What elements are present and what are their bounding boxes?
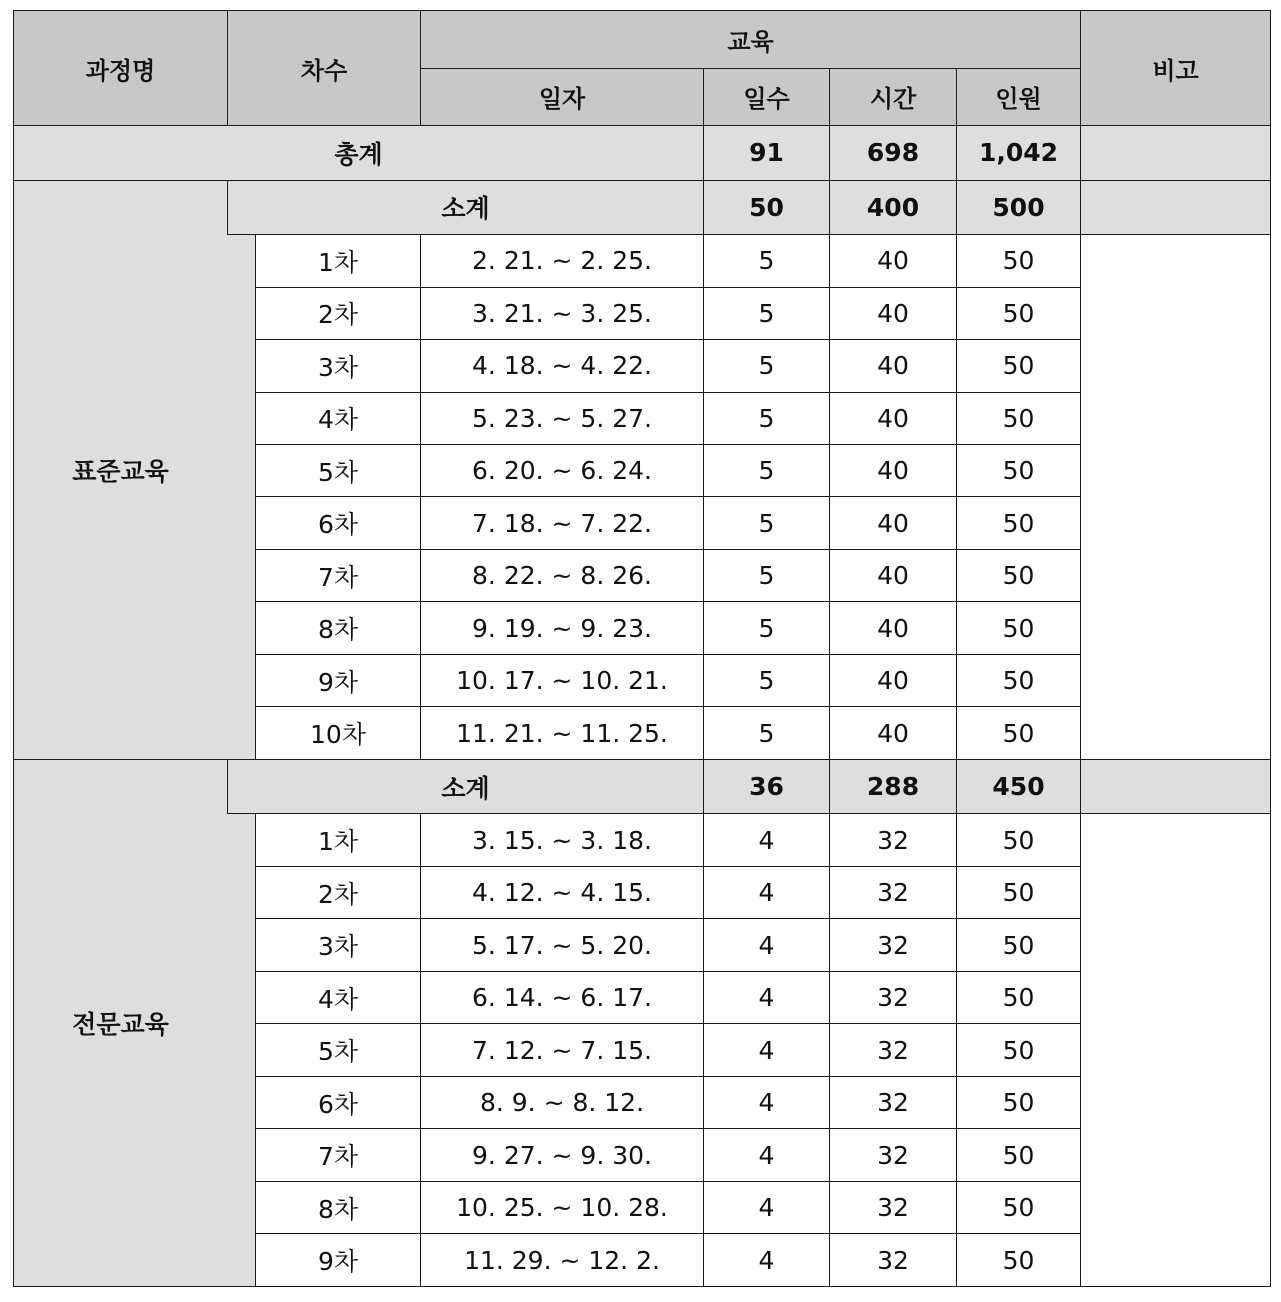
total-persons: 1,042 bbox=[957, 126, 1081, 181]
round-cell: 7차 bbox=[256, 1129, 421, 1181]
persons-cell: 50 bbox=[957, 549, 1081, 601]
header-round: 차수 bbox=[228, 11, 421, 126]
subtotal-row bbox=[14, 180, 1271, 235]
header-course: 과정명 bbox=[14, 11, 228, 126]
header-days: 일수 bbox=[704, 68, 830, 126]
persons-cell: 50 bbox=[957, 445, 1081, 497]
note-cell bbox=[1081, 235, 1271, 760]
date-cell: 7. 18. ~ 7. 22. bbox=[421, 497, 704, 549]
header-hours: 시간 bbox=[830, 68, 957, 126]
hours-cell: 40 bbox=[830, 340, 957, 392]
header-row-1 bbox=[14, 11, 1271, 69]
date-cell: 11. 29. ~ 12. 2. bbox=[421, 1234, 704, 1287]
persons-cell: 50 bbox=[957, 497, 1081, 549]
days-cell: 4 bbox=[704, 1024, 830, 1076]
date-cell: 4. 12. ~ 4. 15. bbox=[421, 866, 704, 918]
days-cell: 5 bbox=[704, 707, 830, 759]
hours-cell: 32 bbox=[830, 1076, 957, 1128]
round-cell: 4차 bbox=[256, 392, 421, 444]
date-cell: 10. 17. ~ 10. 21. bbox=[421, 654, 704, 706]
persons-cell: 50 bbox=[957, 866, 1081, 918]
total-hours: 698 bbox=[830, 126, 957, 181]
hours-cell: 40 bbox=[830, 287, 957, 339]
total-row bbox=[14, 126, 1271, 181]
days-cell: 5 bbox=[704, 549, 830, 601]
round-cell: 6차 bbox=[256, 1076, 421, 1128]
hours-cell: 32 bbox=[830, 1234, 957, 1287]
days-cell: 5 bbox=[704, 602, 830, 654]
date-cell: 2. 21. ~ 2. 25. bbox=[421, 235, 704, 287]
education-schedule-table-wrapper bbox=[13, 10, 1270, 1287]
total-label: 총계 bbox=[14, 126, 704, 181]
persons-cell: 50 bbox=[957, 654, 1081, 706]
hours-cell: 32 bbox=[830, 919, 957, 971]
date-cell: 11. 21. ~ 11. 25. bbox=[421, 707, 704, 759]
days-cell: 5 bbox=[704, 235, 830, 287]
note-cell bbox=[1081, 814, 1271, 1287]
persons-cell: 50 bbox=[957, 1024, 1081, 1076]
hours-cell: 40 bbox=[830, 497, 957, 549]
round-cell: 10차 bbox=[256, 707, 421, 759]
days-cell: 4 bbox=[704, 1234, 830, 1287]
date-cell: 6. 14. ~ 6. 17. bbox=[421, 971, 704, 1023]
round-cell: 3차 bbox=[256, 340, 421, 392]
subtotal-days: 36 bbox=[704, 759, 830, 814]
round-cell: 5차 bbox=[256, 445, 421, 497]
header-persons: 인원 bbox=[957, 68, 1081, 126]
hours-cell: 40 bbox=[830, 392, 957, 444]
persons-cell: 50 bbox=[957, 1076, 1081, 1128]
days-cell: 4 bbox=[704, 971, 830, 1023]
days-cell: 4 bbox=[704, 1076, 830, 1128]
days-cell: 4 bbox=[704, 866, 830, 918]
course-pad bbox=[228, 814, 256, 1287]
header-note: 비고 bbox=[1081, 11, 1271, 126]
days-cell: 5 bbox=[704, 445, 830, 497]
days-cell: 4 bbox=[704, 1129, 830, 1181]
persons-cell: 50 bbox=[957, 287, 1081, 339]
round-cell: 3차 bbox=[256, 919, 421, 971]
hours-cell: 32 bbox=[830, 971, 957, 1023]
round-cell: 8차 bbox=[256, 1181, 421, 1233]
hours-cell: 40 bbox=[830, 235, 957, 287]
subtotal-note bbox=[1081, 759, 1271, 814]
persons-cell: 50 bbox=[957, 235, 1081, 287]
round-cell: 9차 bbox=[256, 654, 421, 706]
persons-cell: 50 bbox=[957, 1181, 1081, 1233]
date-cell: 5. 17. ~ 5. 20. bbox=[421, 919, 704, 971]
header-date: 일자 bbox=[421, 68, 704, 126]
date-cell: 3. 15. ~ 3. 18. bbox=[421, 814, 704, 866]
hours-cell: 32 bbox=[830, 866, 957, 918]
hours-cell: 32 bbox=[830, 1129, 957, 1181]
date-cell: 8. 9. ~ 8. 12. bbox=[421, 1076, 704, 1128]
round-cell: 7차 bbox=[256, 549, 421, 601]
date-cell: 8. 22. ~ 8. 26. bbox=[421, 549, 704, 601]
hours-cell: 40 bbox=[830, 445, 957, 497]
subtotal-label: 소계 bbox=[228, 759, 704, 814]
persons-cell: 50 bbox=[957, 971, 1081, 1023]
days-cell: 4 bbox=[704, 814, 830, 866]
subtotal-label: 소계 bbox=[228, 180, 704, 235]
hours-cell: 40 bbox=[830, 602, 957, 654]
course-name: 전문교육 bbox=[14, 759, 228, 1286]
hours-cell: 40 bbox=[830, 707, 957, 759]
date-cell: 4. 18. ~ 4. 22. bbox=[421, 340, 704, 392]
subtotal-hours: 400 bbox=[830, 180, 957, 235]
persons-cell: 50 bbox=[957, 392, 1081, 444]
subtotal-note bbox=[1081, 180, 1271, 235]
days-cell: 5 bbox=[704, 340, 830, 392]
hours-cell: 40 bbox=[830, 654, 957, 706]
hours-cell: 32 bbox=[830, 1024, 957, 1076]
course-pad bbox=[228, 235, 256, 760]
days-cell: 5 bbox=[704, 654, 830, 706]
round-cell: 9차 bbox=[256, 1234, 421, 1287]
subtotal-persons: 500 bbox=[957, 180, 1081, 235]
date-cell: 9. 19. ~ 9. 23. bbox=[421, 602, 704, 654]
round-cell: 5차 bbox=[256, 1024, 421, 1076]
persons-cell: 50 bbox=[957, 814, 1081, 866]
hours-cell: 32 bbox=[830, 1181, 957, 1233]
round-cell: 1차 bbox=[256, 235, 421, 287]
persons-cell: 50 bbox=[957, 919, 1081, 971]
round-cell: 2차 bbox=[256, 287, 421, 339]
persons-cell: 50 bbox=[957, 340, 1081, 392]
hours-cell: 32 bbox=[830, 814, 957, 866]
date-cell: 3. 21. ~ 3. 25. bbox=[421, 287, 704, 339]
days-cell: 5 bbox=[704, 497, 830, 549]
round-cell: 4차 bbox=[256, 971, 421, 1023]
date-cell: 6. 20. ~ 6. 24. bbox=[421, 445, 704, 497]
days-cell: 5 bbox=[704, 287, 830, 339]
round-cell: 8차 bbox=[256, 602, 421, 654]
subtotal-hours: 288 bbox=[830, 759, 957, 814]
subtotal-row bbox=[14, 759, 1271, 814]
persons-cell: 50 bbox=[957, 707, 1081, 759]
days-cell: 4 bbox=[704, 919, 830, 971]
total-note bbox=[1081, 126, 1271, 181]
course-name: 표준교육 bbox=[14, 180, 228, 759]
date-cell: 5. 23. ~ 5. 27. bbox=[421, 392, 704, 444]
subtotal-persons: 450 bbox=[957, 759, 1081, 814]
subtotal-days: 50 bbox=[704, 180, 830, 235]
days-cell: 5 bbox=[704, 392, 830, 444]
date-cell: 7. 12. ~ 7. 15. bbox=[421, 1024, 704, 1076]
hours-cell: 40 bbox=[830, 549, 957, 601]
total-days: 91 bbox=[704, 126, 830, 181]
date-cell: 9. 27. ~ 9. 30. bbox=[421, 1129, 704, 1181]
education-schedule-table bbox=[13, 10, 1271, 1287]
round-cell: 1차 bbox=[256, 814, 421, 866]
round-cell: 2차 bbox=[256, 866, 421, 918]
persons-cell: 50 bbox=[957, 1129, 1081, 1181]
persons-cell: 50 bbox=[957, 1234, 1081, 1287]
date-cell: 10. 25. ~ 10. 28. bbox=[421, 1181, 704, 1233]
round-cell: 6차 bbox=[256, 497, 421, 549]
days-cell: 4 bbox=[704, 1181, 830, 1233]
header-education: 교육 bbox=[421, 11, 1081, 69]
persons-cell: 50 bbox=[957, 602, 1081, 654]
